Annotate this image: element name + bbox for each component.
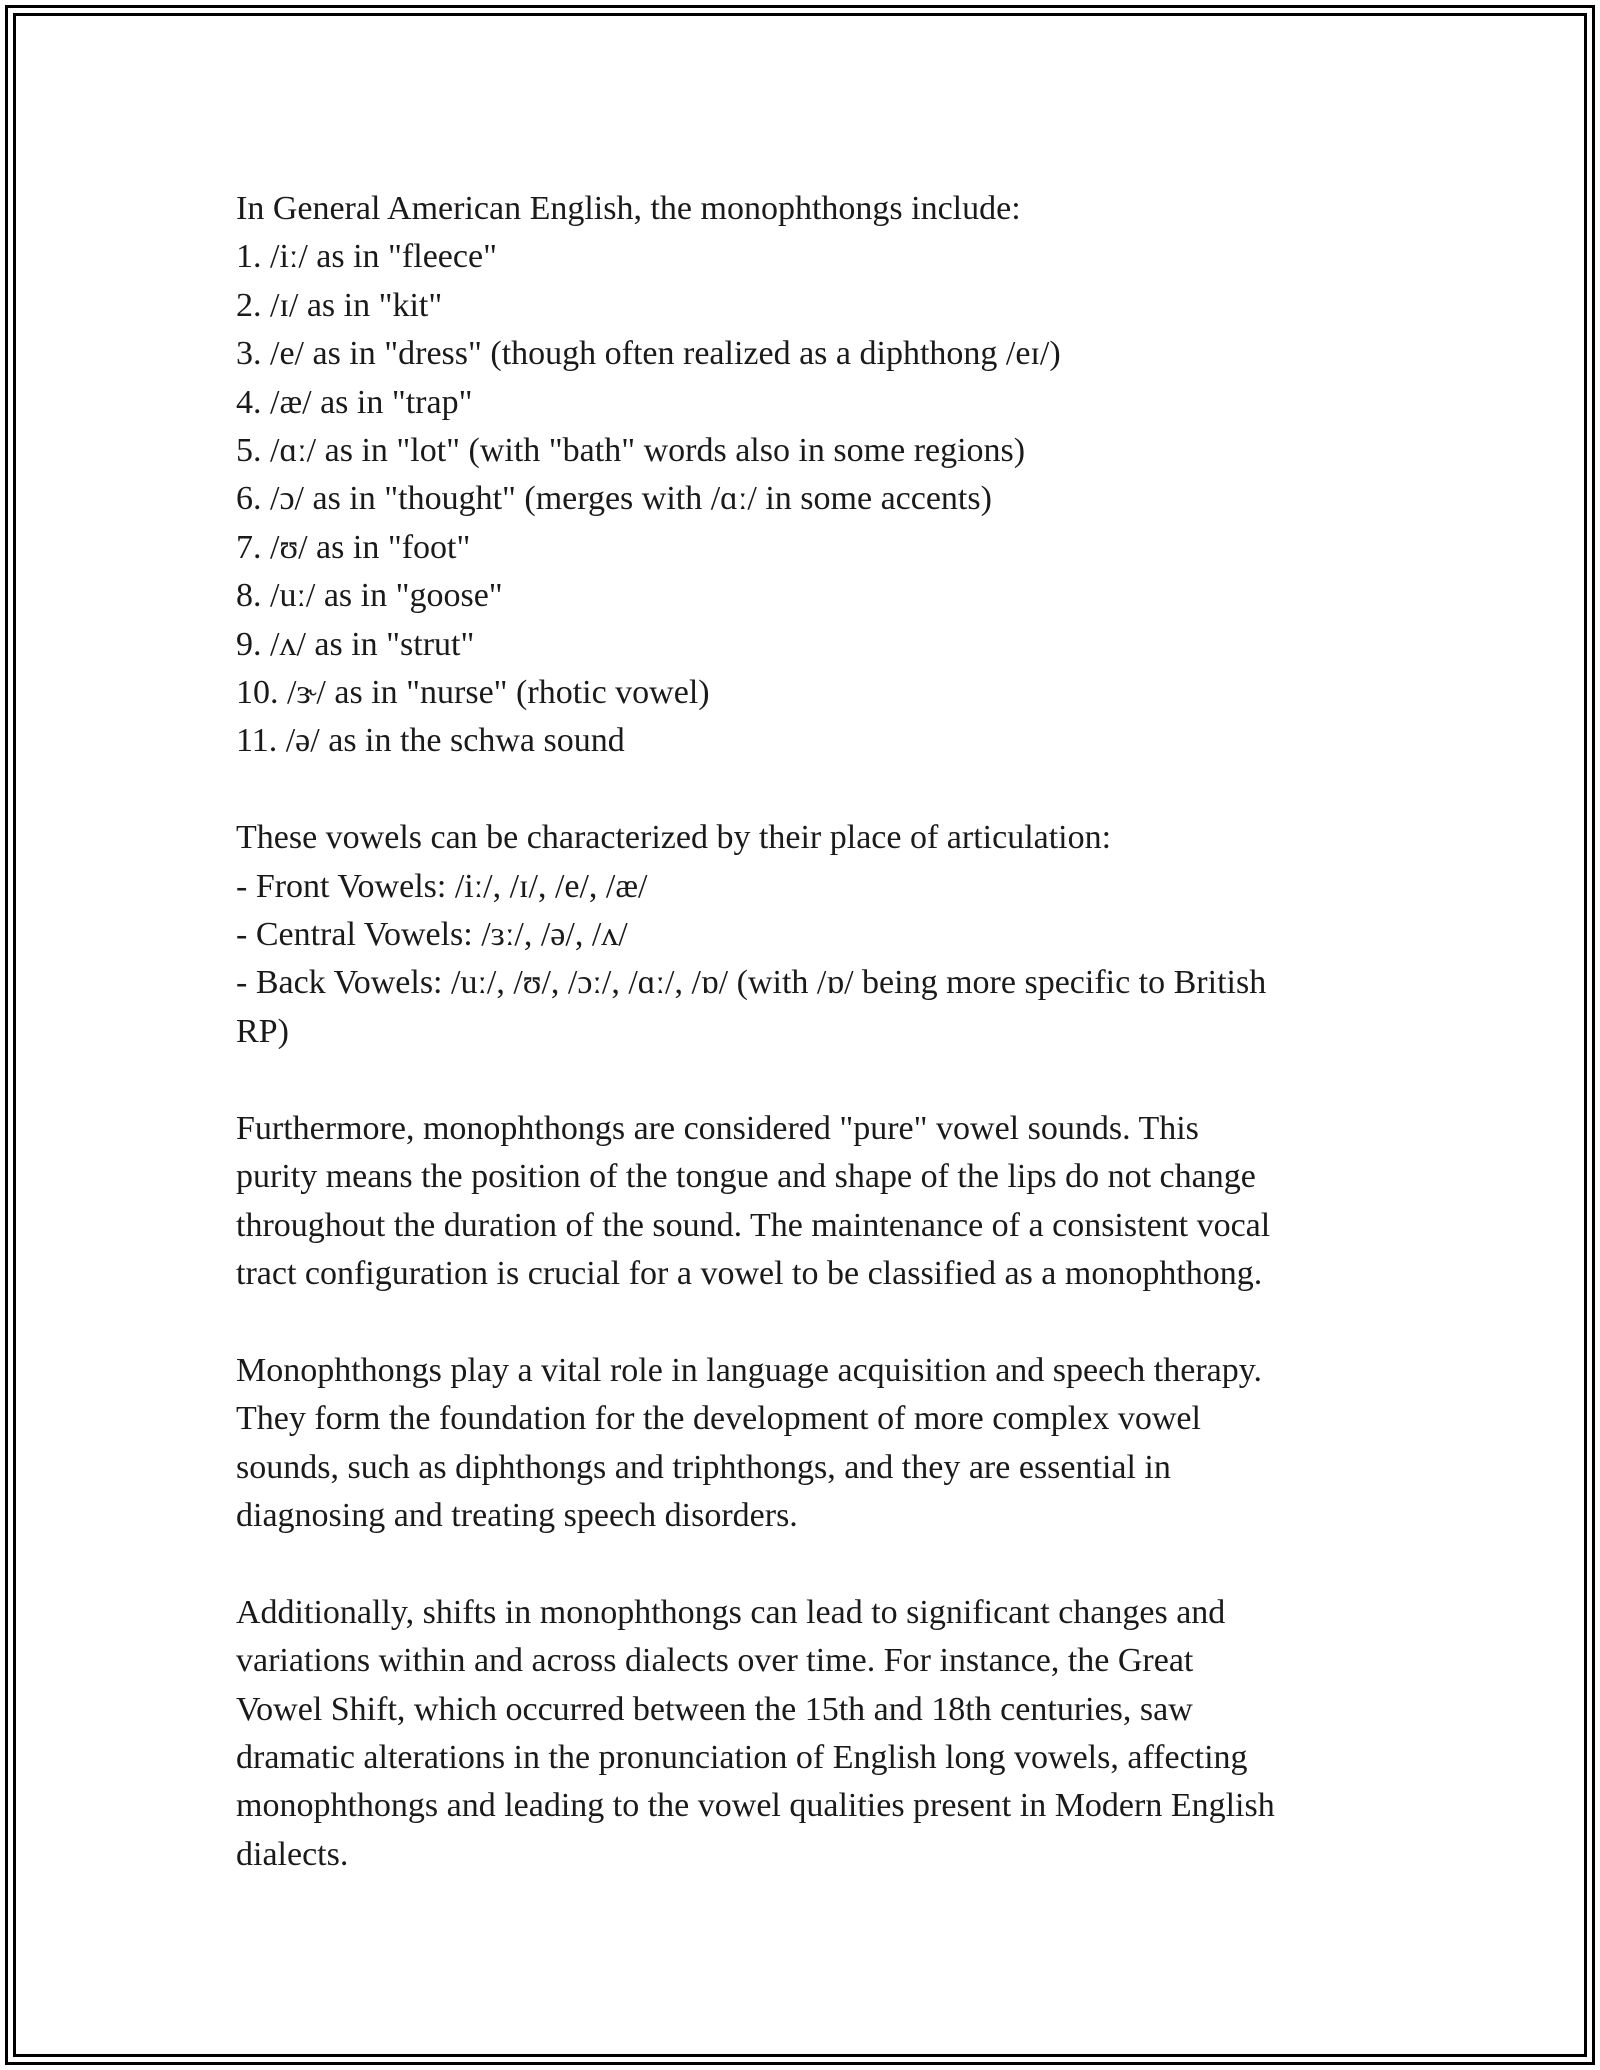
paragraph-line: They form the foundation for the development of more complex vowel bbox=[236, 1400, 1201, 1438]
paragraph-gap bbox=[236, 1298, 1371, 1346]
paragraph-line: tract configuration is crucial for a vowel to be classified as a monophthong. bbox=[236, 1254, 1263, 1292]
acquisition-paragraph bbox=[236, 1347, 1371, 1541]
paragraph-line: monophthongs and leading to the vowel qualities present in Modern English bbox=[236, 1787, 1275, 1825]
back-vowels-continued: RP) bbox=[236, 1012, 289, 1050]
vowel-list-item: 8. /uː/ as in "goose" bbox=[236, 577, 503, 615]
paragraph-line: sounds, such as diphthongs and triphthongs, and they are essential in bbox=[236, 1448, 1171, 1486]
vowel-list-item: 2. /ɪ/ as in "kit" bbox=[236, 286, 443, 324]
vowel-list-item: 10. /ɝ/ as in "nurse" (rhotic vowel) bbox=[236, 674, 710, 712]
paragraph-line: purity means the position of the tongue and shape of the lips do not change bbox=[236, 1158, 1256, 1196]
paragraph-line: Vowel Shift, which occurred between the 15th and 18th centuries, saw bbox=[236, 1690, 1193, 1728]
vowel-list-item: 7. /ʊ/ as in "foot" bbox=[236, 528, 471, 566]
vowel-list bbox=[236, 233, 1371, 765]
paragraph-line: dialects. bbox=[236, 1835, 349, 1873]
paragraph-line: diagnosing and treating speech disorders. bbox=[236, 1496, 798, 1534]
vowel-list-item: 4. /æ/ as in "trap" bbox=[236, 383, 473, 421]
paragraph-gap bbox=[236, 1056, 1371, 1104]
purity-paragraph bbox=[236, 1105, 1371, 1299]
articulation-intro: These vowels can be characterized by their place of articulation: bbox=[236, 819, 1112, 857]
vowel-list-item: 11. /ə/ as in the schwa sound bbox=[236, 722, 625, 760]
paragraph-line: Monophthongs play a vital role in language acquisition and speech therapy. bbox=[236, 1351, 1263, 1389]
central-vowels: - Central Vowels: /ɜː/, /ə/, /ʌ/ bbox=[236, 916, 628, 954]
paragraph-line: dramatic alterations in the pronunciation of English long vowels, affecting bbox=[236, 1738, 1248, 1776]
vowel-list-item: 1. /iː/ as in "fleece" bbox=[236, 238, 497, 276]
paragraph-line: throughout the duration of the sound. The maintenance of a consistent vocal bbox=[236, 1206, 1271, 1244]
vowel-list-item: 6. /ɔ/ as in "thought" (merges with /ɑː/ in some accents) bbox=[236, 480, 992, 518]
paragraph-line: variations within and across dialects over time. For instance, the Great bbox=[236, 1642, 1194, 1680]
articulation-section bbox=[236, 814, 1371, 1056]
vowel-list-intro: In General American English, the monophthongs include: bbox=[236, 190, 1021, 227]
paragraph-gap bbox=[236, 1540, 1371, 1588]
back-vowels: - Back Vowels: /uː/, /ʊ/, /ɔː/, /ɑː/, /ɒ/ (with /ɒ/ being more specific to British bbox=[236, 964, 1267, 1002]
front-vowels: - Front Vowels: /iː/, /ɪ/, /e/, /æ/ bbox=[236, 867, 648, 905]
document-body bbox=[236, 185, 1371, 1879]
paragraph-line: Additionally, shifts in monophthongs can lead to significant changes and bbox=[236, 1593, 1226, 1631]
vowel-list-item: 3. /e/ as in "dress" (though often realized as a diphthong /eɪ/) bbox=[236, 335, 1061, 373]
vowel-list-item: 5. /ɑː/ as in "lot" (with "bath" words also in some regions) bbox=[236, 432, 1026, 470]
paragraph-line: Furthermore, monophthongs are considered "pure" vowel sounds. This bbox=[236, 1109, 1199, 1147]
vowel-list-item: 9. /ʌ/ as in "strut" bbox=[236, 625, 475, 663]
vowel-shift-paragraph bbox=[236, 1589, 1371, 1879]
paragraph-gap bbox=[236, 766, 1371, 814]
